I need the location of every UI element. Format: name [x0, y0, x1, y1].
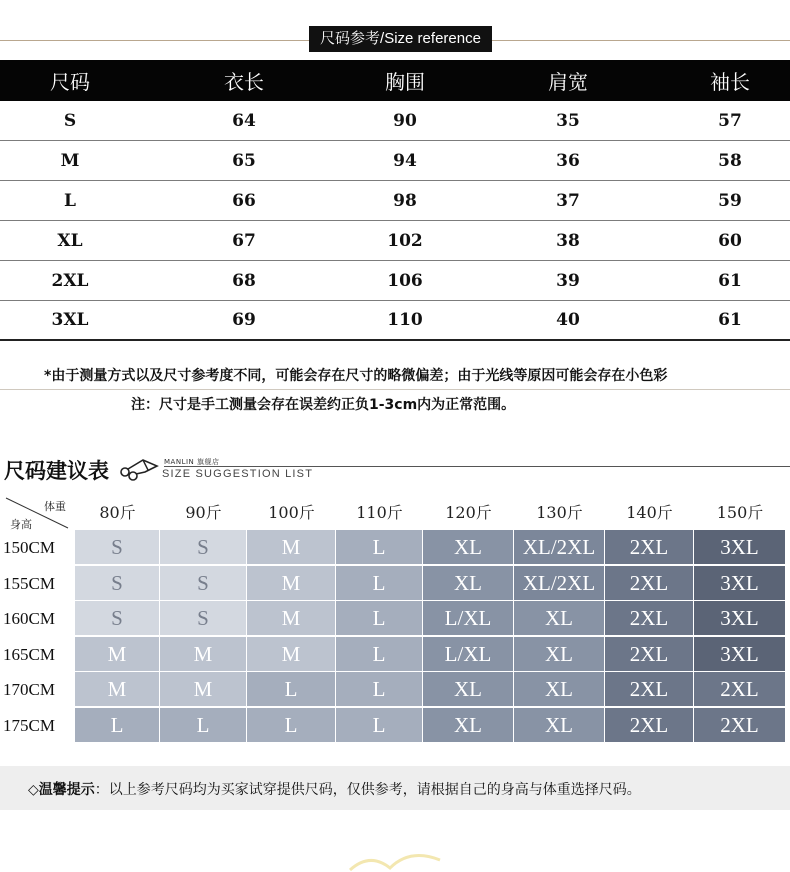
table-cell: 57 — [718, 110, 742, 131]
size-cell: L — [336, 601, 422, 635]
size-cell: M — [247, 566, 335, 600]
header-shoulder: 肩宽 — [548, 70, 588, 94]
table-row — [0, 261, 790, 301]
size-cell: 2XL — [605, 672, 693, 706]
size-cell: M — [247, 530, 335, 564]
size-cell: L — [247, 672, 335, 706]
header-chest: 胸围 — [385, 70, 425, 94]
size-cell: XL — [423, 708, 513, 742]
size-cell: XL/2XL — [514, 566, 604, 600]
size-cell: 2XL — [694, 672, 785, 706]
table-cell: 66 — [232, 190, 256, 211]
height-row — [0, 530, 790, 566]
size-reference-header — [0, 24, 790, 54]
table-cell: 94 — [393, 150, 417, 171]
height-label: 155CM — [3, 573, 55, 593]
size-cell: 2XL — [605, 601, 693, 635]
weight-label: 150斤 — [716, 503, 764, 522]
tip-bar — [0, 766, 790, 810]
table-cell: 35 — [556, 110, 580, 131]
table-cell: 39 — [556, 270, 580, 291]
table-cell: 69 — [232, 310, 256, 330]
table-row — [0, 101, 790, 141]
table-cell: 67 — [232, 230, 256, 251]
table-cell: 2XL — [51, 270, 89, 291]
size-cell: M — [75, 637, 159, 671]
header-sleeve: 袖长 — [710, 70, 750, 94]
size-cell: 2XL — [605, 637, 693, 671]
size-cell: XL — [423, 566, 513, 600]
height-label: 175CM — [3, 715, 55, 735]
size-cell: L — [247, 708, 335, 742]
size-cell: XL — [423, 530, 513, 564]
table-cell: 110 — [387, 310, 423, 330]
height-row — [0, 566, 790, 602]
tip-body: ：以上参考尺码均为买家试穿提供尺码，仅供参考，请根据自己的身高与体重选择尺码。 — [94, 782, 641, 798]
size-cell: XL — [514, 672, 604, 706]
weight-label: 90斤 — [185, 503, 222, 522]
weight-label: 110斤 — [356, 503, 403, 522]
size-cell: XL — [514, 637, 604, 671]
header-length: 衣长 — [224, 70, 264, 94]
table-cell: L — [64, 190, 76, 211]
size-cell: M — [160, 637, 246, 671]
scissors-icon — [117, 452, 161, 482]
size-cell: L — [336, 637, 422, 671]
tolerance-note: 注：尺寸是手工测量会存在误差约正负1-3cm内为正常范围。 — [131, 397, 516, 413]
weight-label: 130斤 — [536, 503, 583, 522]
table-cell: M — [60, 150, 80, 171]
size-cell: XL/2XL — [514, 530, 604, 564]
table-cell: 65 — [232, 150, 256, 171]
header-size: 尺码 — [50, 70, 90, 94]
size-cell: XL — [514, 601, 604, 635]
corner-weight-label: 体重 — [44, 500, 66, 513]
table-cell: 90 — [393, 110, 417, 131]
table-row — [0, 141, 790, 181]
height-label: 170CM — [3, 680, 55, 699]
size-reference-title: 尺码参考/Size reference — [309, 26, 492, 52]
size-cell: 2XL — [605, 708, 693, 742]
suggestion-title: 尺码建议表 — [4, 459, 109, 483]
size-cell: M — [247, 637, 335, 671]
brand-name: MANLIN 旗舰店 — [164, 458, 220, 466]
size-cell: 3XL — [694, 566, 785, 600]
size-cell: S — [160, 601, 246, 635]
table-cell: 36 — [556, 150, 580, 171]
weight-label: 80斤 — [99, 503, 136, 522]
size-cell: XL — [514, 708, 604, 742]
height-label: 150CM — [3, 538, 55, 557]
weight-label: 100斤 — [268, 503, 315, 522]
size-cell: 3XL — [694, 601, 785, 635]
table-cell: 3XL — [51, 310, 89, 330]
divider — [0, 389, 790, 390]
table-cell: XL — [57, 230, 83, 251]
tip-label: ◇温馨提示 — [28, 782, 95, 798]
table-cell: 61 — [718, 310, 742, 330]
size-cell: S — [160, 530, 246, 564]
size-cell: 2XL — [605, 530, 693, 564]
size-cell: 2XL — [694, 708, 785, 742]
size-suggestion-grid — [0, 492, 790, 743]
height-row — [0, 708, 790, 744]
size-cell: M — [75, 672, 159, 706]
size-cell: L — [336, 708, 422, 742]
corner-cell — [4, 494, 70, 530]
size-cell: S — [75, 530, 159, 564]
size-cell: S — [160, 566, 246, 600]
watermark-decoration — [340, 842, 450, 872]
height-row — [0, 672, 790, 708]
size-cell: M — [247, 601, 335, 635]
size-cell: 3XL — [694, 530, 785, 564]
table-cell: 60 — [718, 230, 742, 251]
table-row — [0, 181, 790, 221]
size-cell: L — [336, 672, 422, 706]
size-cell: L/XL — [423, 637, 513, 671]
size-cell: S — [75, 601, 159, 635]
suggestion-subtitle: SIZE SUGGESTION LIST — [162, 468, 314, 480]
height-label: 165CM — [3, 644, 55, 664]
table-cell: 61 — [718, 270, 742, 291]
table-cell: 106 — [387, 270, 423, 291]
table-cell: 98 — [393, 190, 417, 211]
table-cell: 40 — [556, 310, 580, 330]
size-cell: 3XL — [694, 637, 785, 671]
table-cell: 64 — [232, 110, 256, 131]
table-header — [0, 60, 790, 101]
size-cell: L — [336, 530, 422, 564]
table-cell: 37 — [556, 190, 580, 211]
measurement-note: *由于测量方式以及尺寸参考度不同，可能会存在尺寸的略微偏差；由于光线等原因可能会存在小色彩 — [44, 368, 668, 384]
corner-height-label: 身高 — [10, 518, 32, 531]
height-label: 160CM — [3, 609, 55, 628]
weight-label: 140斤 — [626, 503, 673, 522]
size-cell: L/XL — [423, 601, 513, 635]
tip-text — [28, 779, 641, 799]
size-cell: L — [336, 566, 422, 600]
size-reference-table — [0, 60, 790, 341]
table-cell: 68 — [232, 270, 256, 291]
size-cell: XL — [423, 672, 513, 706]
height-row — [0, 637, 790, 673]
table-cell: 38 — [556, 230, 580, 251]
weight-header-row — [0, 492, 790, 530]
size-cell: M — [160, 672, 246, 706]
size-cell: L — [160, 708, 246, 742]
size-cell: 2XL — [605, 566, 693, 600]
size-cell: L — [75, 708, 159, 742]
divider — [164, 466, 790, 467]
table-row — [0, 221, 790, 261]
table-cell: 102 — [387, 230, 423, 251]
table-cell: 59 — [718, 190, 742, 211]
table-cell: S — [63, 110, 77, 131]
table-row — [0, 301, 790, 341]
height-row — [0, 601, 790, 637]
table-cell: 58 — [718, 150, 742, 171]
size-cell: S — [75, 566, 159, 600]
weight-label: 120斤 — [445, 503, 492, 522]
